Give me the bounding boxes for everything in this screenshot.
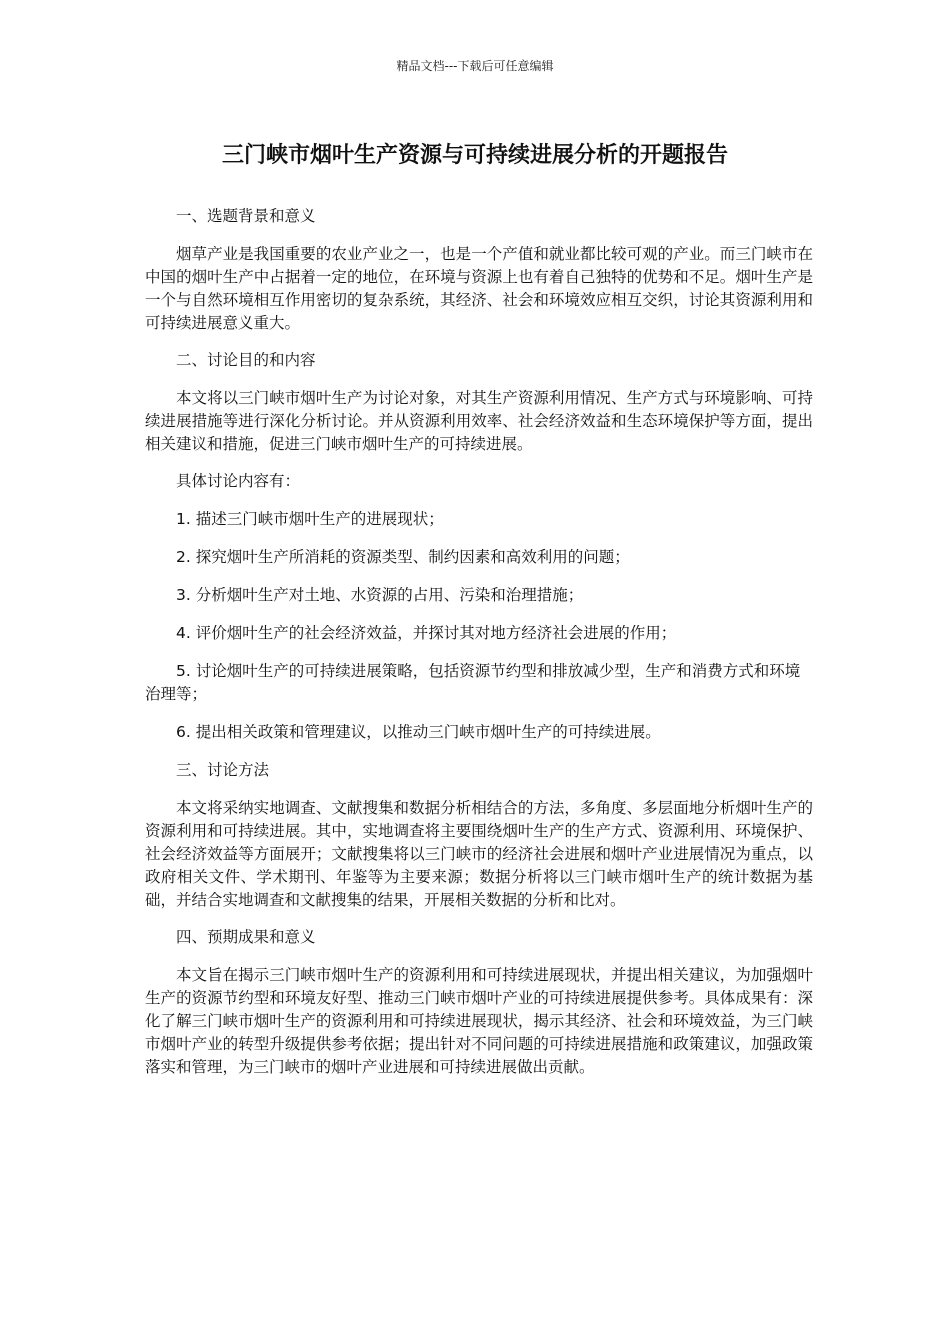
section-heading-methods: 三、讨论方法: [176, 761, 270, 779]
list-item: 2. 探究烟叶生产所消耗的资源类型、制约因素和高效利用的问题；: [176, 548, 630, 566]
list-item: 3. 分析烟叶生产对土地、水资源的占用、污染和治理措施；: [176, 586, 584, 604]
list-item: 5. 讨论烟叶生产的可持续进展策略，包括资源节约型和排放减少型，生产和消费方式和环境治理等；: [145, 662, 801, 703]
section-paragraph-outcomes: 本文旨在揭示三门峡市烟叶生产的资源利用和可持续进展现状，并提出相关建议，为加强烟叶生产的资源节约型和环境友好型、推动三门峡市烟叶产业的可持续进展提供参考。具体成果有：深化了解三门峡市烟叶生产的资源利用和可持续进展现状，揭示其经济、社会和环境效益，为三门峡市烟叶产业的转型升级提供参考依据；提出针对不同问题的可持续进展措施和政策建议，加强政策落实和管理，为三门峡市的烟叶产业进展和可持续进展做出贡献。: [145, 966, 813, 1076]
section-paragraph-objectives: 本文将以三门峡市烟叶生产为讨论对象，对其生产资源利用情况、生产方式与环境影响、可持续进展措施等进行深化分析讨论。并从资源利用效率、社会经济效益和生态环境保护等方面，提出相关建议和措施，促进三门峡市烟叶生产的可持续进展。: [145, 389, 813, 453]
section-paragraph-background: 烟草产业是我国重要的农业产业之一，也是一个产值和就业都比较可观的产业。而三门峡市在中国的烟叶生产中占据着一定的地位，在环境与资源上也有着自己独特的优势和不足。烟叶生产是一个与自然环境相互作用密切的复杂系统，其经济、社会和环境效应相互交织，讨论其资源利用和可持续进展意义重大。: [145, 245, 813, 332]
list-item: 6. 提出相关政策和管理建议，以推动三门峡市烟叶生产的可持续进展。: [176, 723, 661, 741]
list-item: 1. 描述三门峡市烟叶生产的进展现状；: [176, 510, 444, 528]
page-header: 精品文档---下载后可任意编辑: [396, 59, 554, 73]
document-body: [145, 205, 813, 1093]
document-title: 三门峡市烟叶生产资源与可持续进展分析的开题报告: [221, 143, 728, 168]
section-paragraph-methods: 本文将采纳实地调查、文献搜集和数据分析相结合的方法，多角度、多层面地分析烟叶生产的资源利用和可持续进展。其中，实地调查将主要围绕烟叶生产的生产方式、资源利用、环境保护、社会经济效益等方面展开；文献搜集将以三门峡市的经济社会进展和烟叶产业进展情况为重点，以政府相关文件、学术期刊、年鉴等为主要来源；数据分析将以三门峡市烟叶生产的统计数据为基础，并结合实地调查和文献搜集的结果，开展相关数据的分析和比对。: [145, 799, 813, 909]
list-intro: 具体讨论内容有：: [176, 472, 301, 490]
section-heading-objectives: 二、讨论目的和内容: [176, 351, 316, 369]
section-heading-background: 一、选题背景和意义: [176, 207, 316, 225]
section-heading-outcomes: 四、预期成果和意义: [176, 928, 316, 946]
list-item: 4. 评价烟叶生产的社会经济效益，并探讨其对地方经济社会进展的作用；: [176, 624, 677, 642]
